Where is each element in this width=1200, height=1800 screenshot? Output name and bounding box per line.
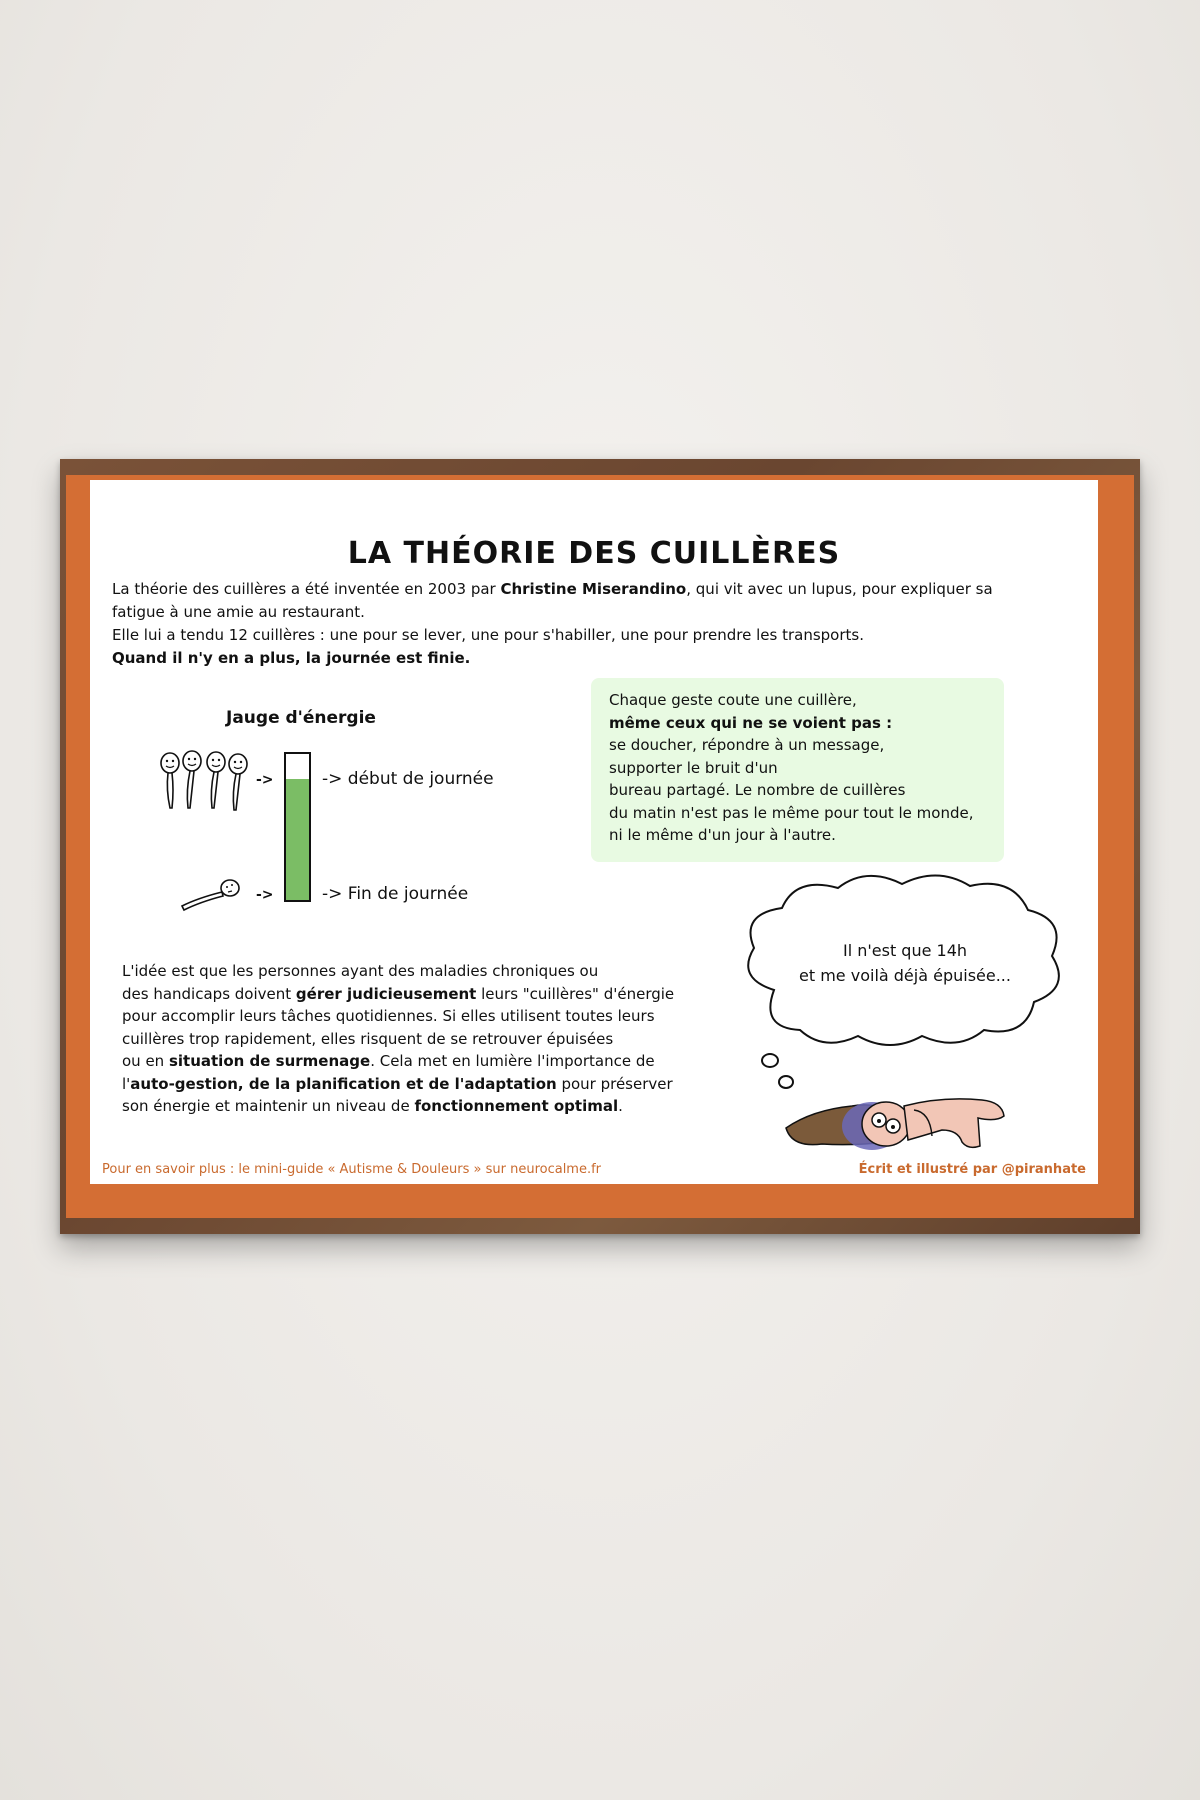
exhausted-girl-illustration <box>782 1066 1012 1156</box>
gauge-start-label: -> début de journée <box>322 769 494 789</box>
energy-gauge-tube <box>284 752 311 902</box>
arrow-spoon-end: -> <box>256 887 274 903</box>
poster-title: LA THÉORIE DES CUILLÈRES <box>347 536 841 571</box>
arrow-spoons-start: -> <box>256 772 274 788</box>
energy-gauge-fill <box>286 779 309 900</box>
tired-spoon-icon <box>178 876 244 914</box>
gauge-end-label: -> Fin de journée <box>322 884 469 904</box>
author-name: Christine Miserandino <box>500 580 687 598</box>
footer-credit: Écrit et illustré par @piranhate <box>858 1162 1086 1177</box>
explanation-paragraph: L'idée est que les personnes ayant des maladies chroniques ou des handicaps doivent gérer judicieusement leurs "cuillères" d'énergie pour accomplir leurs tâches quotidiennes. Si elles utilisent toutes leurs cuillères trop rapidement, elles risquent de se retrouver épuisées ou en situation de surmenage. Cela met en lumière l'importance de l'auto-gestion, de la planification et de l'adaptation pour préserver son énergie et maintenir un niveau de fonctionnement optimal. <box>122 962 675 1115</box>
footer-more-info: Pour en savoir plus : le mini-guide « Autisme & Douleurs » sur neurocalme.fr <box>102 1162 602 1177</box>
gauge-title: Jauge d'énergie <box>226 708 376 728</box>
spoons-group-icon <box>156 750 256 820</box>
thought-text: Il n'est que 14h et me voilà déjà épuisée... <box>799 941 1011 985</box>
info-box: Chaque geste coute une cuillère, même ceux qui ne se voient pas : se doucher, répondre à un message, supporter le bruit d'un bureau partagé. Le nombre de cuillères du matin n'est pas le même pour tout le monde, ni le même d'un jour à l'autre. <box>591 678 1004 862</box>
poster-frame <box>60 459 1140 1234</box>
thought-bubble-large <box>761 1053 779 1068</box>
intro-paragraph: La théorie des cuillères a été inventée en 2003 par Christine Miserandino, qui vit avec un lupus, pour expliquer sa fatigue à une amie au restaurant. Elle lui a tendu 12 cuillères : une pour se lever, une pour s'habiller, une pour prendre les transports. Quand il n'y en a plus, la journée est finie. <box>112 580 993 667</box>
poster-paper <box>90 480 1098 1184</box>
